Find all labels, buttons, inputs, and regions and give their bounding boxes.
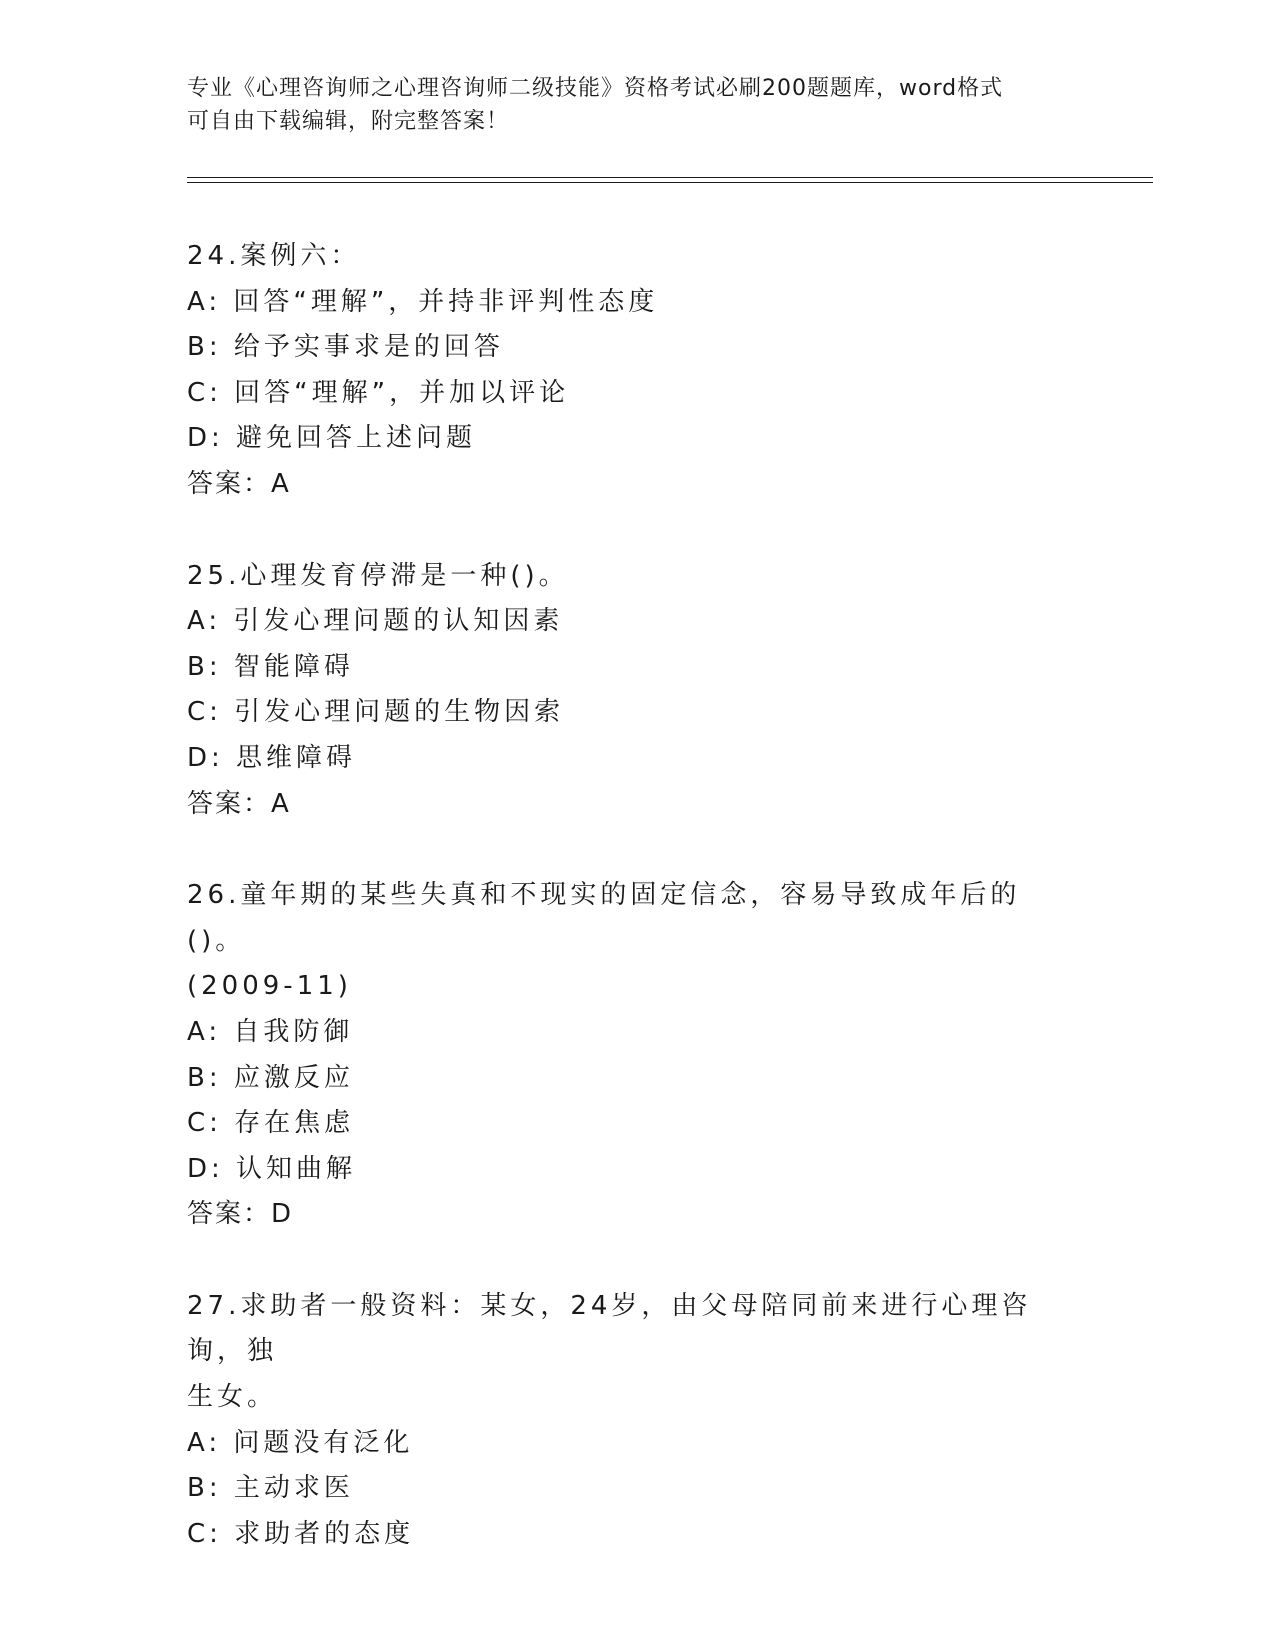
option-c: C: 引发心理问题的生物因索 (187, 697, 565, 728)
header-double-rule (187, 177, 1153, 183)
option-c: C: 存在焦虑 (187, 1108, 355, 1139)
answer-line: 答案：A (187, 468, 291, 499)
question-stem: 25.心理发育停滞是一种()。 (187, 560, 569, 591)
option-a: A: 回答“理解”，并持非评判性态度 (187, 286, 659, 317)
option-a: A: 问题没有泛化 (187, 1427, 414, 1458)
option-b: B: 给予实事求是的回答 (187, 332, 504, 363)
option-c: C: 回答“理解”，并加以评论 (187, 377, 570, 408)
option-a: A: 自我防御 (187, 1016, 354, 1047)
question-stem-line-2: 生女。 (187, 1382, 278, 1413)
option-d: D: 认知曲解 (187, 1153, 357, 1184)
option-b: B: 智能障碍 (187, 651, 354, 682)
question-stem-line-2: (2009-11) (187, 971, 352, 1002)
option-d: D: 避免回答上述问题 (187, 423, 477, 454)
option-b: B: 应激反应 (187, 1062, 354, 1093)
question-stem: 27.求助者一般资料：某女，24岁，由父母陪同前来进行心理咨询，独 (187, 1290, 1032, 1367)
option-a: A: 引发心理问题的认知因素 (187, 606, 564, 637)
option-c: C: 求助者的态度 (187, 1518, 415, 1549)
header-line-1: 专业《心理咨询师之心理咨询师二级技能》资格考试必刷200题题库，word格式 (187, 76, 1004, 101)
question-list (187, 234, 1087, 1603)
option-d: D: 思维障碍 (187, 742, 357, 773)
question-stem: 26.童年期的某些失真和不现实的固定信念，容易导致成年后的()。 (187, 880, 1021, 956)
header-line-2: 可自由下载编辑，附完整答案！ (187, 109, 510, 134)
question-25 (187, 554, 1087, 828)
option-b: B: 主动求医 (187, 1473, 354, 1504)
question-24 (187, 234, 1087, 508)
question-27 (187, 1284, 1087, 1558)
document-header (187, 72, 1067, 138)
question-stem: 24.案例六： (187, 241, 361, 271)
answer-line: 答案：D (187, 1199, 294, 1230)
question-26 (187, 873, 1087, 1238)
answer-line: 答案：A (187, 788, 291, 819)
